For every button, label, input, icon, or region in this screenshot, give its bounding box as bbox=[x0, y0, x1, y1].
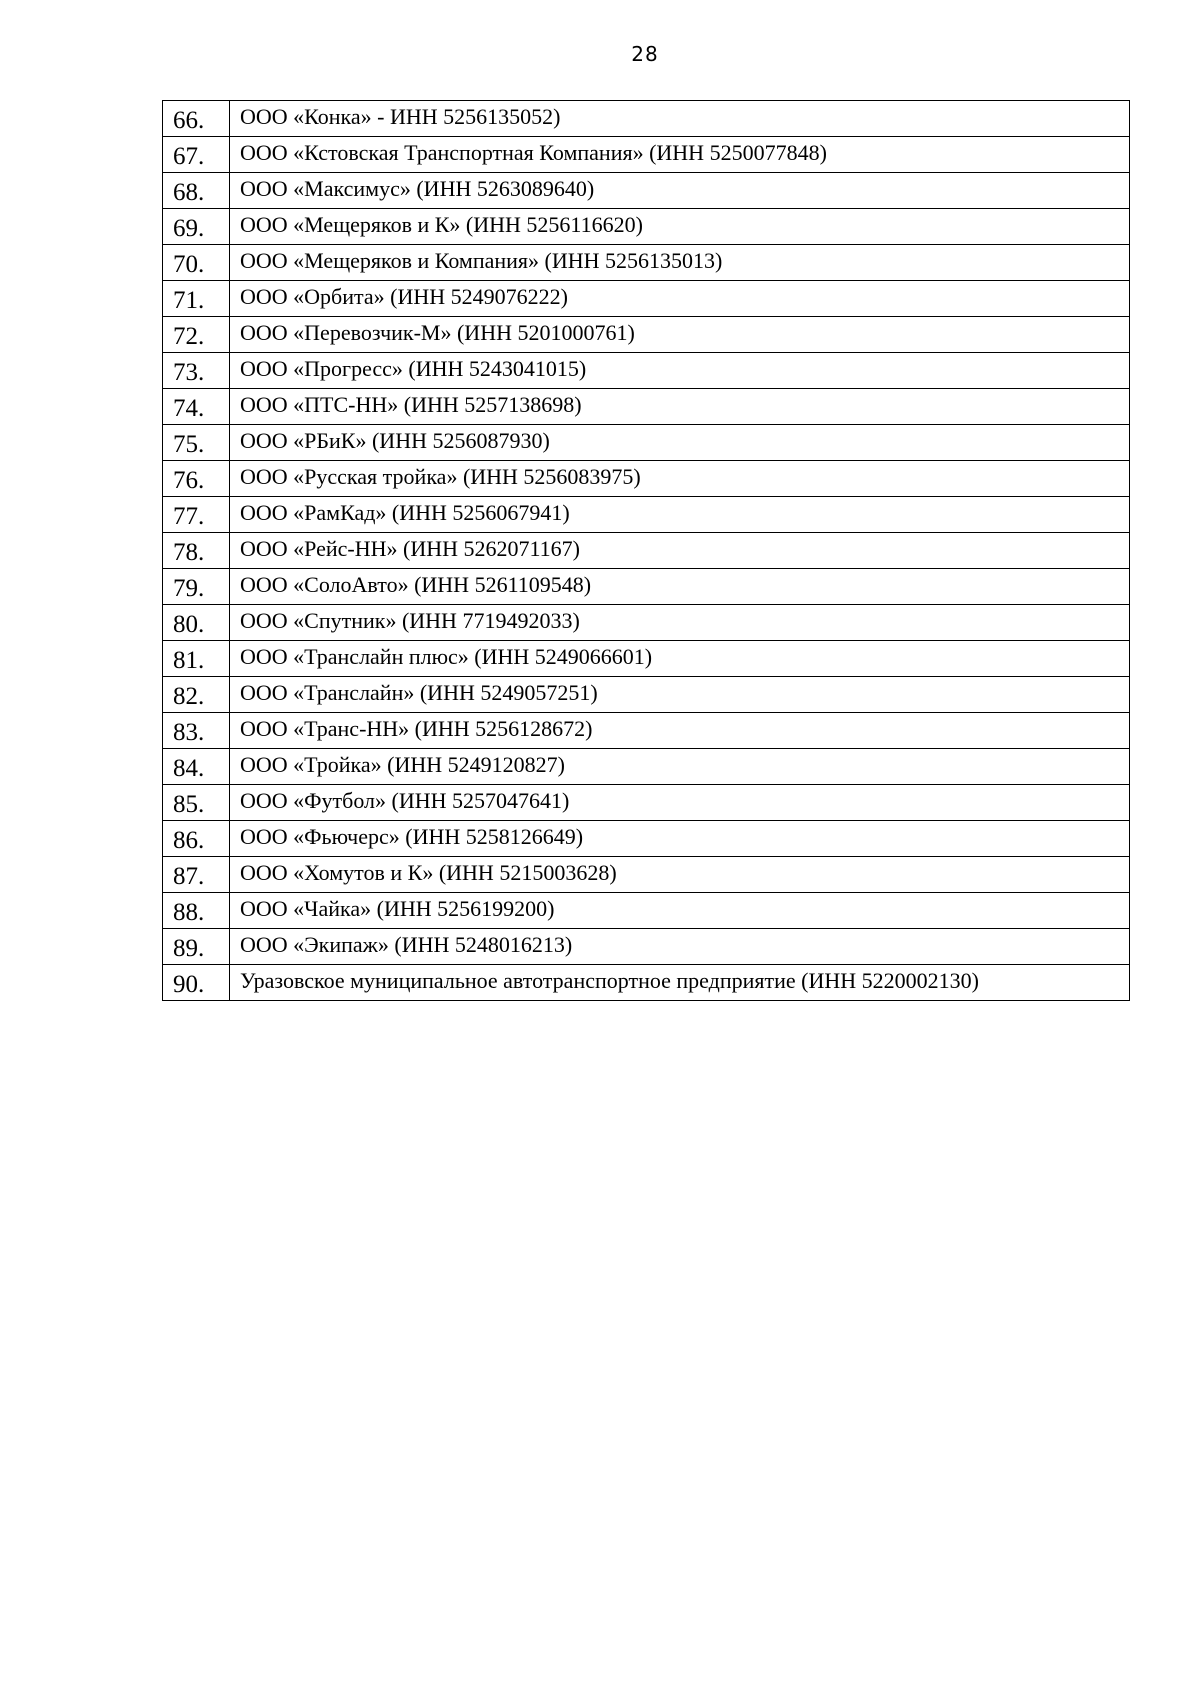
organization-name: ООО «ПТС-НН» (ИНН 5257138698) bbox=[230, 389, 1130, 425]
organization-name: ООО «Транслайн плюс» (ИНН 5249066601) bbox=[230, 641, 1130, 677]
organization-name: ООО «Конка» - ИНН 5256135052) bbox=[230, 101, 1130, 137]
row-number: 71. bbox=[163, 281, 230, 317]
organization-name: ООО «Рейс-НН» (ИНН 5262071167) bbox=[230, 533, 1130, 569]
table-row bbox=[163, 533, 1130, 569]
table-row bbox=[163, 497, 1130, 533]
row-number: 70. bbox=[163, 245, 230, 281]
organization-name: ООО «Прогресс» (ИНН 5243041015) bbox=[230, 353, 1130, 389]
organization-name: ООО «Хомутов и К» (ИНН 5215003628) bbox=[230, 857, 1130, 893]
row-number: 73. bbox=[163, 353, 230, 389]
table-row bbox=[163, 605, 1130, 641]
organization-table-body bbox=[163, 101, 1130, 1001]
table-row bbox=[163, 821, 1130, 857]
table-row bbox=[163, 893, 1130, 929]
table-row bbox=[163, 281, 1130, 317]
table-row bbox=[163, 641, 1130, 677]
organization-name: ООО «Фьючерс» (ИНН 5258126649) bbox=[230, 821, 1130, 857]
organization-name: ООО «Мещеряков и Компания» (ИНН 5256135013) bbox=[230, 245, 1130, 281]
row-number: 82. bbox=[163, 677, 230, 713]
row-number: 78. bbox=[163, 533, 230, 569]
row-number: 77. bbox=[163, 497, 230, 533]
table-row bbox=[163, 389, 1130, 425]
organization-name: ООО «Футбол» (ИНН 5257047641) bbox=[230, 785, 1130, 821]
table-row bbox=[163, 209, 1130, 245]
row-number: 87. bbox=[163, 857, 230, 893]
row-number: 66. bbox=[163, 101, 230, 137]
organization-name: ООО «Тройка» (ИНН 5249120827) bbox=[230, 749, 1130, 785]
row-number: 86. bbox=[163, 821, 230, 857]
organization-name: Уразовское муниципальное автотранспортное предприятие (ИНН 5220002130) bbox=[230, 965, 1130, 1001]
row-number: 89. bbox=[163, 929, 230, 965]
row-number: 90. bbox=[163, 965, 230, 1001]
organization-name: ООО «Орбита» (ИНН 5249076222) bbox=[230, 281, 1130, 317]
table-row bbox=[163, 569, 1130, 605]
organization-name: ООО «Русская тройка» (ИНН 5256083975) bbox=[230, 461, 1130, 497]
row-number: 88. bbox=[163, 893, 230, 929]
table-row bbox=[163, 173, 1130, 209]
table-row bbox=[163, 929, 1130, 965]
organization-name: ООО «Максимус» (ИНН 5263089640) bbox=[230, 173, 1130, 209]
organization-name: ООО «Экипаж» (ИНН 5248016213) bbox=[230, 929, 1130, 965]
table-row bbox=[163, 785, 1130, 821]
organization-name: ООО «Транслайн» (ИНН 5249057251) bbox=[230, 677, 1130, 713]
table-row bbox=[163, 965, 1130, 1001]
row-number: 69. bbox=[163, 209, 230, 245]
organization-name: ООО «Перевозчик-М» (ИНН 5201000761) bbox=[230, 317, 1130, 353]
row-number: 67. bbox=[163, 137, 230, 173]
page-number: 28 bbox=[631, 42, 659, 66]
row-number: 83. bbox=[163, 713, 230, 749]
organization-name: ООО «РамКад» (ИНН 5256067941) bbox=[230, 497, 1130, 533]
organization-name: ООО «Кстовская Транспортная Компания» (ИНН 5250077848) bbox=[230, 137, 1130, 173]
table-row bbox=[163, 857, 1130, 893]
table-row bbox=[163, 749, 1130, 785]
row-number: 85. bbox=[163, 785, 230, 821]
organization-name: ООО «СолоАвто» (ИНН 5261109548) bbox=[230, 569, 1130, 605]
row-number: 74. bbox=[163, 389, 230, 425]
row-number: 68. bbox=[163, 173, 230, 209]
row-number: 72. bbox=[163, 317, 230, 353]
table-row bbox=[163, 353, 1130, 389]
organization-table bbox=[162, 100, 1130, 1001]
table-row bbox=[163, 713, 1130, 749]
table-row bbox=[163, 425, 1130, 461]
row-number: 81. bbox=[163, 641, 230, 677]
organization-name: ООО «Чайка» (ИНН 5256199200) bbox=[230, 893, 1130, 929]
row-number: 75. bbox=[163, 425, 230, 461]
table-row bbox=[163, 101, 1130, 137]
row-number: 76. bbox=[163, 461, 230, 497]
table-row bbox=[163, 317, 1130, 353]
table-row bbox=[163, 245, 1130, 281]
row-number: 80. bbox=[163, 605, 230, 641]
organization-name: ООО «Мещеряков и К» (ИНН 5256116620) bbox=[230, 209, 1130, 245]
organization-name: ООО «Спутник» (ИНН 7719492033) bbox=[230, 605, 1130, 641]
row-number: 84. bbox=[163, 749, 230, 785]
organization-name: ООО «Транс-НН» (ИНН 5256128672) bbox=[230, 713, 1130, 749]
row-number: 79. bbox=[163, 569, 230, 605]
organization-name: ООО «РБиК» (ИНН 5256087930) bbox=[230, 425, 1130, 461]
table-row bbox=[163, 677, 1130, 713]
table-row bbox=[163, 137, 1130, 173]
table-row bbox=[163, 461, 1130, 497]
